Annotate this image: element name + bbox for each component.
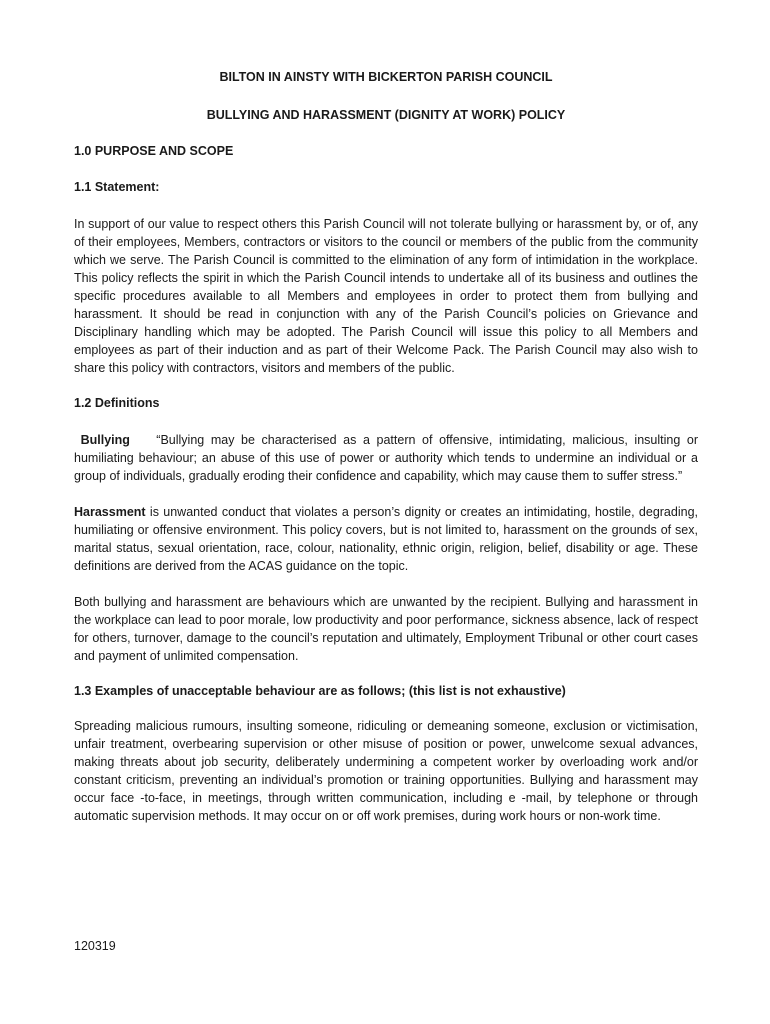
harassment-definition: is unwanted conduct that violates a person’s dignity or creates an intimidating, hostile, degrading, humiliating or offensive environment. This policy covers, but is not limited to, harassment on the grounds of sex, marital status, sexual orientation, race, colour, nationality, ethnic origin, religion, belief, disability or age. These definitions are derived from the ACAS guidance on the topic. xyxy=(74,505,698,573)
policy-title: BULLYING AND HARASSMENT (DIGNITY AT WORK) POLICY xyxy=(206,108,566,122)
section-1-3-heading: 1.3 Examples of unacceptable behaviour are as follows; (this list is not exhaustive) xyxy=(74,684,566,698)
bullying-definition: “Bullying may be characterised as a pattern of offensive, intimidating, malicious, insulting or humiliating behaviour; an abuse of this use of power or authority which tends to undermine an individual or a group of individuals, gradually eroding their confidence and capability, which may cause them to suffer stress.” xyxy=(74,433,702,483)
harassment-definition-paragraph xyxy=(74,503,698,575)
section-1-1-heading: 1.1 Statement: xyxy=(74,180,160,194)
section-1-heading: 1.0 PURPOSE AND SCOPE xyxy=(74,144,234,158)
bullying-term: Bullying xyxy=(74,433,130,447)
statement-paragraph: In support of our value to respect others this Parish Council will not tolerate bullying or harassment by, or of, any of their employees, Members, contractors or visitors to the council or members of the public from the community which we serve. The Parish Council is committed to the elimination of any form of intimidation in the workplace. This policy reflects the spirit in which the Parish Council intends to undertake all of its business and outlines the specific procedures available to all Members and employees in order to protect them from bullying and harassment. It should be read in conjunction with any of the Parish Council’s policies on Grievance and Disciplinary handling which may be adopted. The Parish Council will issue this policy to all Members and employees as part of their induction and as part of their Welcome Pack. The Parish Council may also wish to share this policy with contractors, visitors and members of the public. xyxy=(74,217,698,375)
harassment-term: Harassment xyxy=(74,505,146,519)
both-paragraph: Both bullying and harassment are behaviours which are unwanted by the recipient. Bullying and harassment in the workplace can lead to poor morale, low productivity and poor performance, sickness absence, lack of respect for others, turnover, damage to the council’s reputation and ultimately, Employment Tribunal or other court cases and payment of unlimited compensation. xyxy=(74,595,698,663)
footer-code: 120319 xyxy=(74,939,116,953)
section-1-2-heading: 1.2 Definitions xyxy=(74,396,160,410)
examples-paragraph: Spreading malicious rumours, insulting someone, ridiculing or demeaning someone, exclusion or victimisation, unfair treatment, overbearing supervision or other misuse of position or power, unwelcome sexual advances, making threats about job security, deliberately undermining a competent worker by overloading work and/or constant criticism, preventing an individual’s promotion or training opportunities. Bullying and harassment may occur face -to-face, in meetings, through written communication, including e -mail, by telephone or through automatic supervision methods. It may occur on or off work premises, during work hours or non-work time. xyxy=(74,719,698,823)
bullying-definition-paragraph xyxy=(74,431,702,485)
council-title: BILTON IN AINSTY WITH BICKERTON PARISH COUNCIL xyxy=(219,70,553,84)
